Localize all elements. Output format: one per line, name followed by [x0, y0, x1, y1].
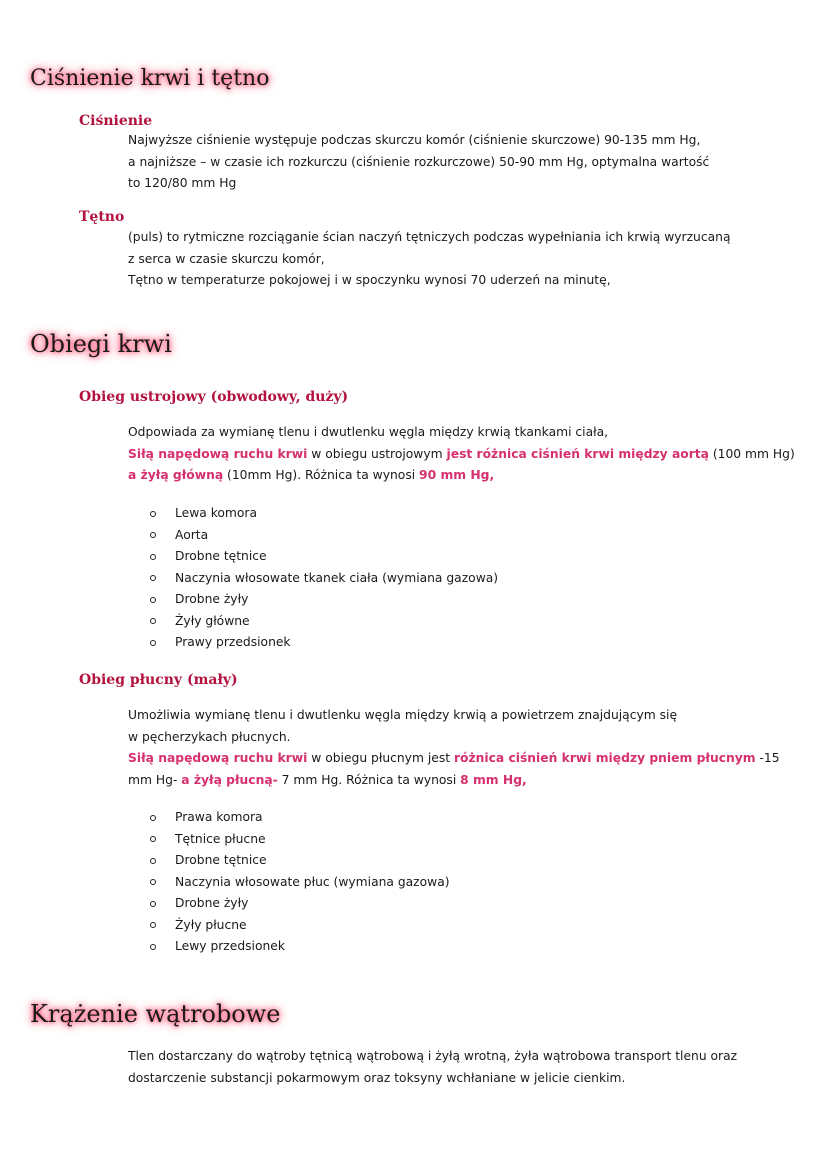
circle-bullet-icon [150, 618, 156, 624]
highlight-text: Siłą napędową ruchu krwi [128, 446, 308, 461]
list-item [150, 936, 450, 958]
list-obieg-plucny [150, 807, 450, 958]
circle-bullet-icon [150, 597, 156, 603]
highlight-text: a żyłą płucną- [181, 772, 278, 787]
list-item-text: Lewa komora [175, 506, 258, 520]
heading-tetno: Tętno [79, 209, 125, 225]
circle-bullet-icon [150, 532, 156, 538]
text-line [128, 465, 778, 487]
heading-obieg-plucny: Obieg płucny (mały) [79, 672, 238, 688]
text-line: (puls) to rytmiczne rozciąganie ścian naczyń tętniczych podczas wypełniania ich krwią wyrzucaną [128, 230, 731, 244]
list-item [150, 503, 498, 525]
text-line: Odpowiada za wymianę tlenu i dwutlenku węgla między krwią tkankami ciała, [128, 425, 609, 439]
highlight-text: różnica ciśnień krwi między pniem płucnym [453, 751, 756, 765]
list-item-text: Lewy przedsionek [175, 939, 285, 953]
list-item-text: Drobne żyły [175, 592, 249, 606]
list-item [150, 872, 450, 894]
text-span: -15 [755, 751, 780, 765]
heading-obieg-ustrojowy: Obieg ustrojowy (obwodowy, duży) [79, 389, 349, 405]
highlight-text: 90 mm Hg, [419, 468, 495, 482]
list-item [150, 915, 450, 937]
list-item [150, 546, 498, 568]
section-title-cisnienie: Ciśnienie krwi i tętno [30, 66, 270, 91]
text-line [128, 444, 795, 466]
list-item-text: Drobne żyły [175, 896, 249, 910]
text-span: (10mm Hg). Różnica ta wynosi [223, 468, 420, 482]
circle-bullet-icon [150, 575, 156, 581]
list-item-text: Aorta [175, 527, 209, 542]
text-line: Tlen dostarczany do wątroby tętnicą wątrobową i żyłą wrotną, żyła wątrobowa transport tlenu oraz [128, 1049, 738, 1063]
paragraph-obieg-plucny [128, 705, 778, 791]
paragraph-tetno [128, 227, 778, 292]
text-line [128, 770, 778, 792]
highlight-text: Siłą napędową ruchu krwi [128, 751, 308, 765]
circle-bullet-icon [150, 640, 156, 646]
text-line [128, 748, 778, 770]
text-span: 7 mm Hg. Różnica ta wynosi [277, 772, 461, 787]
text-span: mm Hg- [128, 772, 182, 787]
highlight-text: a żyłą główną [128, 468, 224, 482]
circle-bullet-icon [150, 922, 156, 928]
text-line: dostarczenie substancji pokarmowym oraz toksyny wchłaniane w jelicie cienkim. [128, 1070, 626, 1085]
list-item [150, 893, 450, 915]
list-item [150, 525, 498, 547]
highlight-text: 8 mm Hg, [460, 772, 527, 787]
circle-bullet-icon [150, 815, 156, 821]
list-item [150, 829, 450, 851]
text-span: w obiegu płucnym jest [307, 751, 454, 765]
circle-bullet-icon [150, 554, 156, 560]
list-item [150, 850, 450, 872]
circle-bullet-icon [150, 836, 156, 842]
text-line: Tętno w temperaturze pokojowej i w spoczynku wynosi 70 uderzeń na minutę, [128, 273, 611, 287]
list-item [150, 611, 498, 633]
list-item-text: Prawy przedsionek [175, 635, 291, 649]
text-line: Najwyższe ciśnienie występuje podczas skurczu komór (ciśnienie skurczowe) 90-135 mm Hg, [128, 133, 701, 147]
text-span: (100 mm Hg) [708, 446, 795, 461]
paragraph-cisnienie [128, 130, 778, 195]
paragraph-watrobowe [128, 1046, 778, 1089]
text-line: z serca w czasie skurczu komór, [128, 251, 325, 266]
list-item-text: Naczynia włosowate tkanek ciała (wymiana gazowa) [175, 570, 499, 585]
list-item [150, 589, 498, 611]
text-span: w obiegu ustrojowym [307, 446, 447, 461]
list-item-text: Prawa komora [175, 810, 263, 824]
circle-bullet-icon [150, 879, 156, 885]
circle-bullet-icon [150, 858, 156, 864]
circle-bullet-icon [150, 944, 156, 950]
list-item [150, 568, 498, 590]
list-item-text: Tętnice płucne [175, 831, 266, 846]
text-line: a najniższe – w czasie ich rozkurczu (ciśnienie rozkurczowe) 50-90 mm Hg, optymalna wartość [128, 154, 710, 169]
list-item [150, 632, 498, 654]
list-obieg-ustrojowy [150, 503, 498, 654]
text-line: Umożliwia wymianę tlenu i dwutlenku węgla między krwią a powietrzem znajdującym się [128, 708, 678, 722]
list-item-text: Drobne tętnice [175, 549, 267, 563]
text-line: w pęcherzykach płucnych. [128, 729, 291, 744]
list-item-text: Żyły płucne [175, 917, 247, 932]
section-title-watrobowe: Krążenie wątrobowe [30, 1000, 281, 1028]
list-item-text: Żyły główne [175, 613, 250, 628]
list-item [150, 807, 450, 829]
highlight-text: jest różnica ciśnień krwi między aortą [446, 446, 709, 461]
paragraph-obieg-ustrojowy [128, 422, 795, 487]
text-line: to 120/80 mm Hg [128, 176, 237, 190]
list-item-text: Naczynia włosowate płuc (wymiana gazowa) [175, 874, 450, 889]
circle-bullet-icon [150, 511, 156, 517]
section-title-obiegi: Obiegi krwi [30, 330, 172, 358]
circle-bullet-icon [150, 901, 156, 907]
list-item-text: Drobne tętnice [175, 853, 267, 867]
heading-cisnienie: Ciśnienie [79, 113, 153, 129]
